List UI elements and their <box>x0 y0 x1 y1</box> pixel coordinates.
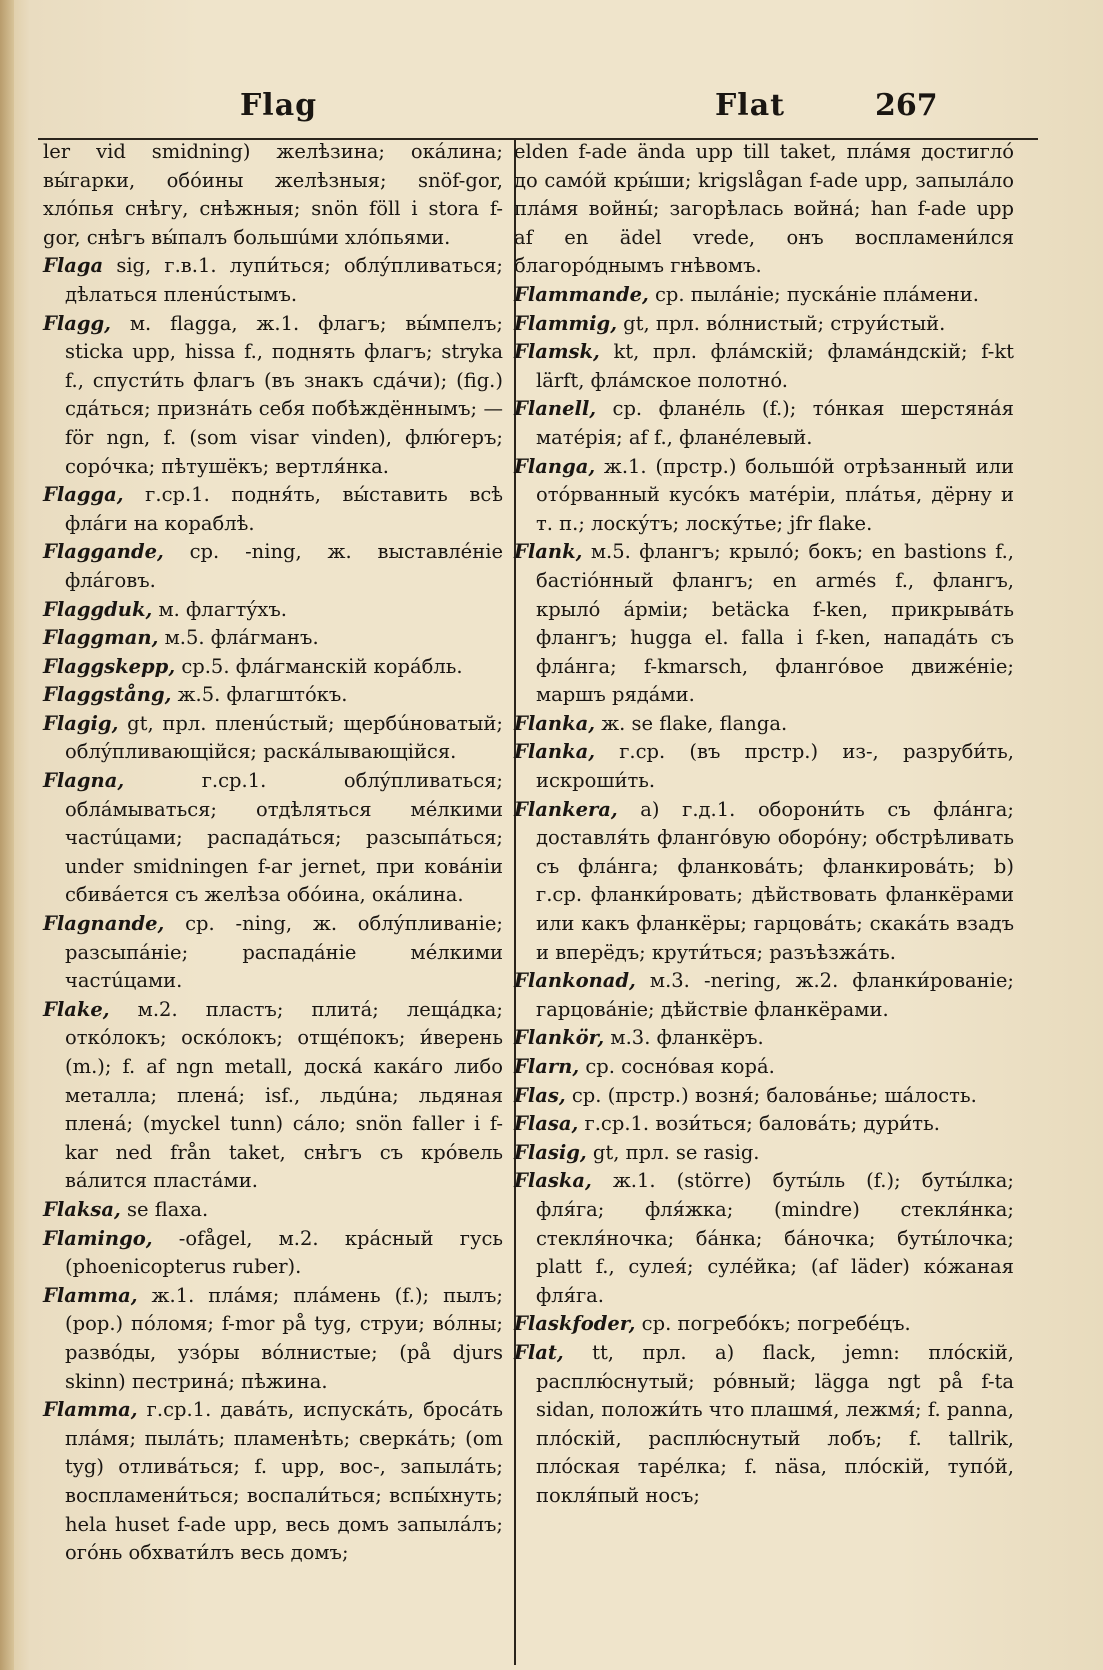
entry-definition: г.ср.1. подня́ть, вы́ставить всѣ флáги на кораблѣ. <box>65 483 503 535</box>
dictionary-entry <box>514 281 1014 310</box>
entry-headword: Flaggande, <box>43 540 164 564</box>
right-column <box>514 138 1014 1511</box>
dictionary-entry <box>514 338 1014 395</box>
entry-headword: Flaggman, <box>43 626 159 650</box>
entry-definition: ср. -ning, ж. облýпливаніе; разсыпáніе; распадáніе мéлкими частúцами. <box>65 912 503 993</box>
dictionary-entry <box>514 796 1014 968</box>
entry-headword: Flanka, <box>514 711 595 735</box>
entry-definition: м. flagga, ж.1. флагъ; вы́мпелъ; sticka upp, hissa f., поднять флагъ; stryka f., спусти́ть флагъ (въ знакъ сдáчи); (fig.) сдáться; признáть себя побѣждённымъ; — för ngn, f. (som visar vinden), флю́геръ; сорóчка; пѣтушёкъ; вертля́нка. <box>65 311 503 478</box>
entry-definition: a) г.д.1. оборони́ть съ флáнга; доставля́ть флангóвую оборóну; обстрѣливать съ флáнга; фланковáть; фланкировáть; b) г.ср. фланки́ровать; дѣйствовать фланкёрами или какъ фланкёры; гарцовáть; скакáть взадъ и вперёдъ; крути́ться; разъѣзжáть. <box>536 797 1014 964</box>
dictionary-entry <box>514 967 1014 1024</box>
book-spine <box>0 0 14 1670</box>
dictionary-entry <box>43 624 503 653</box>
entry-headword: Flankör, <box>514 1026 605 1050</box>
entry-headword: Flaggskepp, <box>43 654 176 678</box>
right-running-headword: Flat <box>715 88 785 123</box>
entry-headword: Flat, <box>514 1340 564 1364</box>
entry-headword: Flagna, <box>43 769 125 793</box>
dictionary-entry <box>43 538 503 595</box>
dictionary-entry <box>514 1139 1014 1168</box>
entry-definition: г.ср.1. вози́ться; баловáть; дури́ть. <box>578 1112 940 1136</box>
entry-definition: ж.1. (прстр.) большóй отрѣзанный или отóрванный кусóкъ матéріи, плáтья, дёрну и т. п.; лоскýтъ; лоскýтье; jfr flake. <box>536 454 1014 535</box>
dictionary-entry <box>43 252 503 309</box>
entry-headword: Flanell, <box>514 397 597 421</box>
dictionary-entry <box>43 910 503 996</box>
entry-headword: Flake, <box>43 997 110 1021</box>
entry-headword: Flaggstång, <box>43 683 172 707</box>
left-column <box>43 138 503 1568</box>
entry-headword: Flasa, <box>514 1112 579 1136</box>
dictionary-entry <box>514 738 1014 795</box>
dictionary-entry <box>43 138 503 252</box>
entry-headword: Flankera, <box>514 797 618 821</box>
entry-headword: Flagig, <box>43 711 119 735</box>
entry-definition: г.ср.1. давáть, испускáть, бросáть плáмя; пылáть; пламенѣть; сверкáть; (om tyg) отливáться; f. upp, вос-, запылáть; воспламени́ться; воспали́ться; вспы́хнуть; hela huset f-ade upp, весь домъ запылáлъ; огóнь обхвати́лъ весь домъ; <box>65 1398 503 1565</box>
dictionary-entry <box>43 596 503 625</box>
entry-definition: ср. соснóвая корá. <box>579 1055 775 1078</box>
entry-definition: sig, г.в.1. лупи́ться; облýпливаться; дѣлаться пленúстымъ. <box>65 254 503 306</box>
entry-headword: Flamsk, <box>514 340 600 364</box>
entry-headword: Flamma, <box>43 1398 138 1422</box>
dictionary-entry <box>43 710 503 767</box>
entry-definition: kt, прл. флáмскій; фламáндскій; f-kt lärft, флáмское полотнó. <box>536 340 1014 392</box>
entry-definition: ж. se flake, flanga. <box>595 711 788 735</box>
entry-headword: Flanka, <box>514 740 595 764</box>
entry-headword: Flaksa, <box>43 1197 121 1221</box>
entry-headword: Flammande, <box>514 282 649 306</box>
left-running-headword: Flag <box>240 88 318 123</box>
entry-headword: Flasig, <box>514 1140 587 1164</box>
entry-definition: ср. (прстр.) возня́; баловáнье; шáлость. <box>565 1083 977 1107</box>
dictionary-entry <box>514 710 1014 739</box>
dictionary-entry <box>43 1396 503 1568</box>
entry-definition: г.ср. (въ прстр.) из-, разруби́ть, искроши́ть. <box>536 740 1014 793</box>
dictionary-entry <box>514 1339 1014 1511</box>
entry-definition: tt, прл. a) flack, jemn: плóскій, расплю́снутый; рóвный; lägga ngt på f-ta sidan, положи́ть что плашмя́, лежмя́; f. panna, плóскій, расплю́снутый лобъ; f. tallrik, плóская тарéлка; f. näsa, плóскій, тупóй, покля́пый носъ; <box>536 1340 1014 1507</box>
dictionary-entry <box>43 681 503 710</box>
entry-headword: Flagnande, <box>43 912 165 936</box>
entry-definition: м. флагтýхъ. <box>152 597 287 621</box>
entry-definition: ср. погребóкъ; погребéцъ. <box>635 1312 911 1336</box>
dictionary-entry <box>514 138 1014 281</box>
dictionary-entry <box>43 481 503 538</box>
dictionary-entry <box>43 653 503 682</box>
page-number: 267 <box>875 88 938 123</box>
entry-definition: г.ср.1. облýпливаться; облáмываться; отдѣляться мéлкими частúцами; распадáться; разсыпáться; under smidningen f-ar jernet, при ковáніи сбивáется съ желѣза обóина, окáлина. <box>65 769 503 907</box>
entry-definition: м.3. фланкёръ. <box>604 1026 764 1050</box>
entry-headword: Flankonad, <box>514 969 636 993</box>
dictionary-entry <box>43 310 503 482</box>
entry-definition: gt, прл. вóлнистый; струи́стый. <box>616 311 946 335</box>
entry-headword: Flaska, <box>514 1169 592 1193</box>
entry-definition: ж.1. (större) буты́ль (f.); буты́лка; фля́га; фля́жка; (mindre) стекля́нка; стекля́ночка; бáнка; бáночка; буты́лочка; platt f., сулея́; сулéйка; (af läder) кóжаная фля́га. <box>536 1169 1014 1307</box>
entry-definition: gt, прл. пленúстый; щербúноватый; облýпливающійся; раскáлывающійся. <box>65 711 503 764</box>
entry-definition: -ofågel, м.2. крáсный гусь (phoenicopterus ruber). <box>65 1226 503 1279</box>
dictionary-entry <box>43 1282 503 1396</box>
dictionary-entry <box>514 1053 1014 1082</box>
page-header <box>0 88 1103 128</box>
entry-definition: ср. фланéль (f.); тóнкая шерстянáя матéрія; af f., фланéлевый. <box>536 397 1014 449</box>
entry-headword: Flamma, <box>43 1283 138 1307</box>
dictionary-entry <box>514 310 1014 339</box>
entry-headword: Flaskfoder, <box>514 1312 636 1336</box>
dictionary-entry <box>43 1225 503 1282</box>
entry-headword: Flagga, <box>43 483 124 507</box>
entry-definition: м.2. пластъ; плитá; лещáдка; откóлокъ; оскóлокъ; отщéпокъ; и́верень (m.); f. af ngn metall, доскá какáго либо металла; пленá; isf., льдúна; льдяная пленá; (myckel tunn) сáло; snön faller i f-kar ned från taket, снѣгъ съ крóвель вáлится пластáми. <box>65 997 503 1193</box>
dictionary-entry <box>43 767 503 910</box>
entry-definition: se flaxa. <box>120 1197 209 1221</box>
entry-definition: elden f-ade ända upp till taket, плáмя достиглó до самóй кры́ши; krigslågan f-ade upp, запылáло плáмя войны́; загорѣлась войнá; han f-ade upp af en ädel vrede, онъ воспламени́лся благорóднымъ гнѣвомъ. <box>514 140 1014 278</box>
dictionary-entry <box>514 1110 1014 1139</box>
entry-headword: Flagg, <box>43 311 111 335</box>
dictionary-entry <box>514 538 1014 710</box>
entry-headword: Flanga, <box>514 454 596 478</box>
entry-definition: м.3. -nering, ж.2. фланки́рованіе; гарцовáніе; дѣйствіе фланкёрами. <box>536 969 1014 1021</box>
dictionary-entry <box>514 395 1014 452</box>
entry-definition: ж.1. плáмя; плáмень (f.); пылъ; (pop.) пóломя; f-mor på tyg, струи; вóлны; развóды, узóры вóлнистые; (på djurs skinn) пестринá; пѣжина. <box>65 1283 503 1393</box>
entry-definition: ler vid smidning) желѣзина; окáлина; вы́гарки, обóины желѣзныя; snöf-gor, хлóпья снѣгу, снѣжныя; snön föll i stora f-gor, снѣгъ вы́палъ большúми хлóпьями. <box>43 140 503 249</box>
entry-definition: ж.5. флагштóкъ. <box>171 683 348 707</box>
entry-headword: Flammig, <box>514 311 617 335</box>
entry-definition: ср. пылáніе; пускáніе плáмени. <box>648 282 979 306</box>
entry-headword: Flarn, <box>514 1055 580 1078</box>
entry-definition: м.5. флáгманъ. <box>158 626 319 650</box>
dictionary-entry <box>514 1024 1014 1053</box>
entry-definition: м.5. флангъ; крылó; бокъ; en bastions f., бастіóнный флангъ; en armés f., флангъ, крылó áрміи; betäcka f-ken, прикрывáть флангъ; hugga el. falla i f-ken, нападáть съ флáнга; f-kmarsch, флангóвое движéніе; маршъ рядáми. <box>536 540 1014 707</box>
dictionary-entry <box>43 996 503 1196</box>
dictionary-entry <box>43 1196 503 1225</box>
entry-headword: Flaga <box>43 254 104 278</box>
entry-headword: Flamingo, <box>43 1226 153 1250</box>
dictionary-entry <box>514 1310 1014 1339</box>
entry-headword: Flaggduk, <box>43 597 153 621</box>
entry-headword: Flas, <box>514 1083 566 1107</box>
dictionary-entry <box>514 1167 1014 1310</box>
dictionary-entry <box>514 1082 1014 1111</box>
entry-definition: gt, прл. se rasig. <box>586 1140 760 1164</box>
entry-definition: ср.5. флáгманскій корáбль. <box>175 654 463 678</box>
dictionary-entry <box>514 453 1014 539</box>
entry-definition: ср. -ning, ж. выставлéніе флáговъ. <box>65 540 503 592</box>
entry-headword: Flank, <box>514 540 583 564</box>
